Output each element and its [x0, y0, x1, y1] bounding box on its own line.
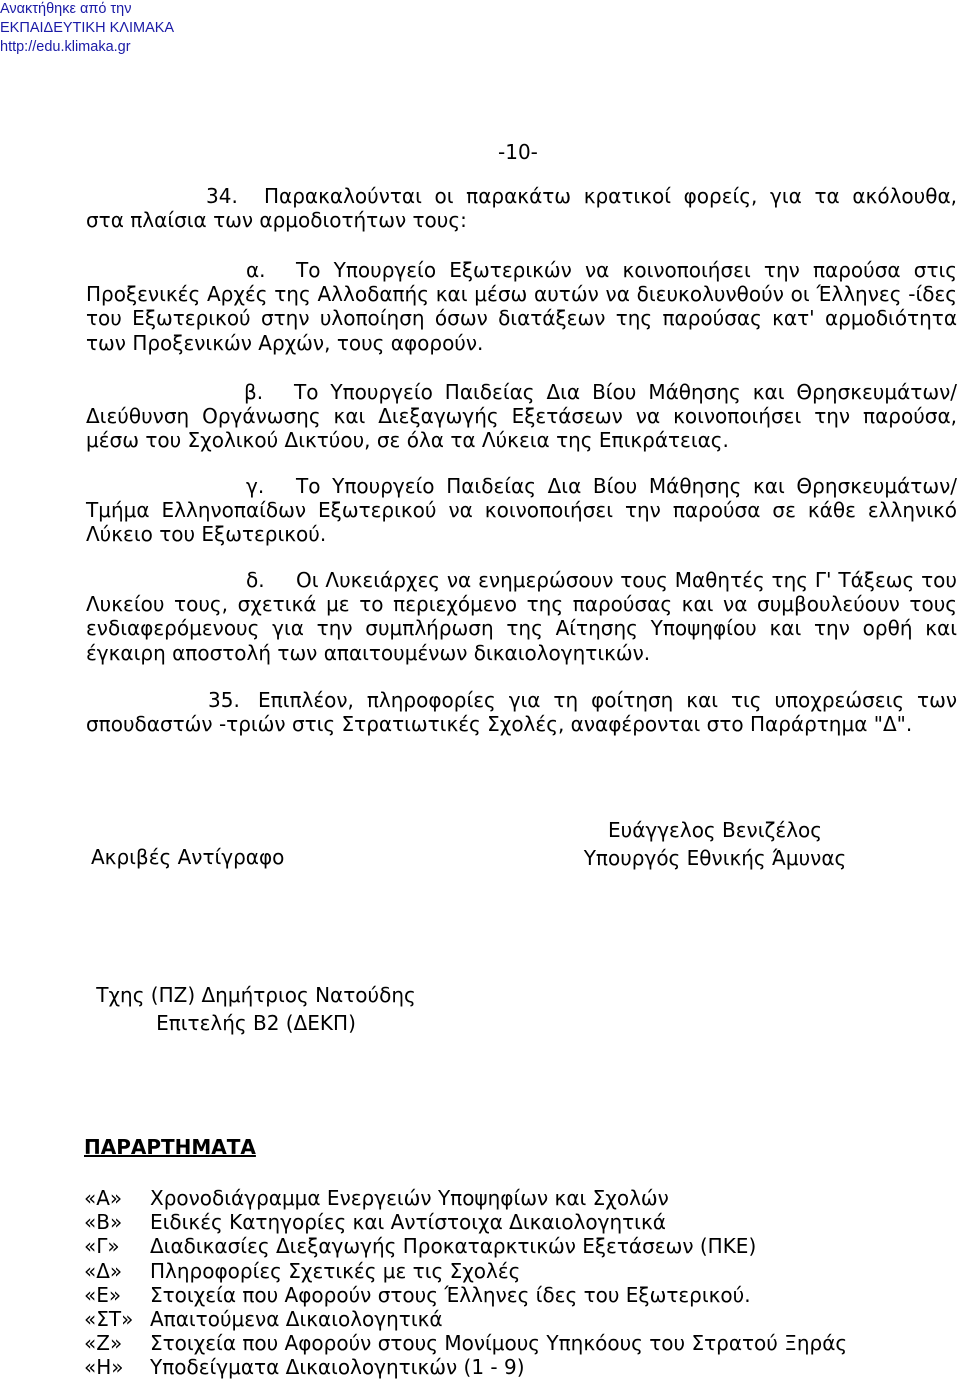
annex-item: [84, 1355, 847, 1379]
annex-text: Απαιτούμενα Δικαιολογητικά: [150, 1307, 443, 1332]
watermark-line-2: ΕΚΠΑΙΔΕΥΤΙΚΗ ΚΛΙΜΑΚΑ: [0, 20, 175, 36]
annex-code: «Δ»: [84, 1258, 123, 1283]
annex-code: «Ζ»: [84, 1331, 123, 1356]
annex-item: [84, 1331, 847, 1355]
annex-code: «Β»: [84, 1210, 123, 1235]
annex-code: «Γ»: [84, 1234, 120, 1259]
subitem-d: [86, 568, 957, 665]
annex-item: [84, 1307, 847, 1331]
subitem-text: Το Υπουργείο Εξωτερικών να κοινοποιήσει την παρούσα στις Προξενικές Αρχές της Αλλοδαπής και μέσω αυτών να διευκολυνθούν οι Έλληνες -ίδες του Εξωτερικού στην υλοποίηση όσων διατάξεων της παρούσας κατ' αρμοδιότητα των Προξενικών Αρχών, τους αφορούν.: [86, 258, 957, 355]
subitem-letter: α.: [246, 258, 266, 282]
minister-title: Υπουργός Εθνικής Άμυνας: [583, 846, 847, 870]
subitem-letter: δ.: [246, 568, 265, 592]
annex-text: Στοιχεία που Αφορούν στους Μονίμους Υπηκόους του Στρατού Ξηράς: [150, 1331, 848, 1356]
paragraph-text: Παρακαλούνται οι παρακάτω κρατικοί φορείς, για τα ακόλουθα, στα πλαίσια των αρμοδιοτήτων τους:: [86, 184, 957, 233]
annex-code: «Α»: [84, 1186, 123, 1210]
subitem-text: Το Υπουργείο Παιδείας Δια Βίου Μάθησης και Θρησκευμάτων/ Διεύθυνση Οργάνωσης και Διεξαγωγής Εξετάσεων να κοινοποιήσει την παρούσα, μέσω του Σχολικού Δικτύου, σε όλα τα Λύκεια της Επικράτειας.: [86, 380, 957, 453]
subitem-text: Το Υπουργείο Παιδείας Δια Βίου Μάθησης και Θρησκευμάτων/ Τμήμα Ελληνοπαίδων Εξωτερικού να κοινοποιήσει την παρούσα σε κάθε ελληνικό Λύκειο του Εξωτερικού.: [86, 474, 957, 547]
annex-item: [84, 1186, 847, 1210]
annex-item: [84, 1283, 847, 1307]
source-watermark: [0, 0, 174, 57]
paragraph-35: [86, 688, 957, 736]
annex-item: [84, 1234, 847, 1258]
minister-signature-block: [572, 816, 858, 872]
subitem-c: [86, 474, 957, 547]
annex-text: Στοιχεία που Αφορούν στους Έλληνες ίδες του Εξωτερικού.: [150, 1282, 751, 1307]
annex-code: «Ε»: [84, 1282, 122, 1307]
annex-code: «Η»: [84, 1355, 124, 1380]
subitem-a: [86, 258, 957, 355]
annex-text: Διαδικασίες Διεξαγωγής Προκαταρκτικών Εξετάσεων (ΠΚΕ): [150, 1234, 757, 1259]
certified-copy-label: Ακριβές Αντίγραφο: [91, 845, 285, 869]
paragraph-text: Επιπλέον, πληροφορίες για τη φοίτηση και τις υποχρεώσεις των σπουδαστών -τριών στις Στρατιωτικές Σχολές, αναφέρονται στο Παράρτημα "Δ".: [86, 688, 957, 737]
officer-name: Τχης (ΠΖ) Δημήτριος Νατούδης: [96, 983, 416, 1007]
paragraph-number: 35.: [208, 688, 240, 712]
annex-text: Πληροφορίες Σχετικές με τις Σχολές: [150, 1258, 521, 1283]
annexes-heading: ΠΑΡΑΡΤΗΜΑΤΑ: [84, 1135, 256, 1159]
annex-text: Υποδείγματα Δικαιολογητικών (1 - 9): [150, 1355, 525, 1380]
watermark-line-1: Ανακτήθηκε από την: [0, 1, 132, 17]
officer-title: Επιτελής Β2 (ΔΕΚΠ): [156, 1011, 356, 1035]
annexes-list: [84, 1186, 847, 1380]
watermark-link[interactable]: http://edu.klimaka.gr: [0, 39, 131, 55]
subitem-b: [86, 380, 957, 453]
paragraph-34: [86, 184, 957, 232]
page-number: -10-: [498, 140, 538, 164]
subitem-letter: γ.: [246, 474, 265, 498]
subitem-letter: β.: [244, 380, 264, 404]
annex-item: [84, 1259, 847, 1283]
minister-name: Ευάγγελος Βενιζέλος: [607, 818, 822, 842]
officer-signature-block: [90, 981, 422, 1037]
subitem-text: Οι Λυκειάρχες να ενημερώσουν τους Μαθητές της Γ' Τάξεως του Λυκείου τους, σχετικά με το περιεχόμενο της παρούσας και να συμβουλεύουν τους ενδιαφερόμενους για την συμπλήρωση της Αίτησης Υποψηφίου και την ορθή και έγκαιρη αποστολή των απαιτουμένων δικαιολογητικών.: [86, 568, 957, 665]
annex-code: «ΣΤ»: [84, 1307, 134, 1332]
annex-text: Ειδικές Κατηγορίες και Αντίστοιχα Δικαιολογητικά: [150, 1210, 666, 1235]
annex-text: Χρονοδιάγραμμα Ενεργειών Υποψηφίων και Σχολών: [150, 1186, 669, 1210]
paragraph-number: 34.: [206, 184, 238, 208]
annex-item: [84, 1210, 847, 1234]
